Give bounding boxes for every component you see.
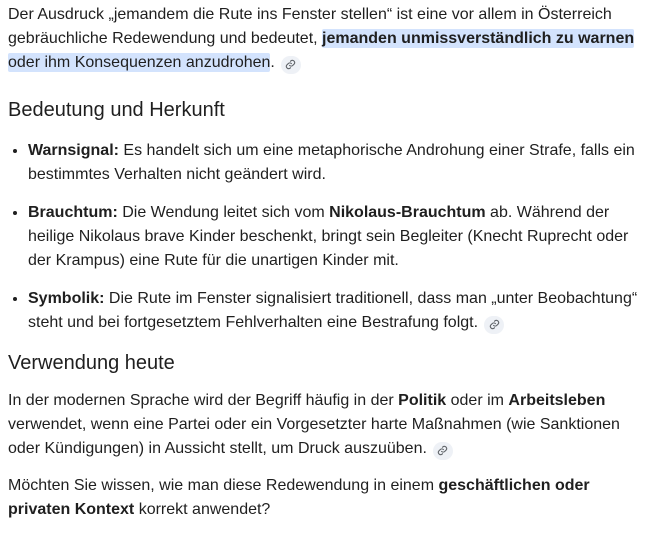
item-label: Warnsignal: (28, 142, 119, 159)
intro-text-a: Der Ausdruck „jemandem die Rute ins Fenster stellen“ ist eine vor allem in Österreich gebräuchliche Redewendung und bedeutet, (8, 6, 612, 47)
link-icon (285, 59, 296, 70)
usage-paragraph: In der modernen Sprache wird der Begriff häufig in der Politik oder im Arbeitsleben verwendet, wenn eine Partei oder ein Vorgesetzter harte Maßnahmen (wie Sanktionen oder Kündigungen) in Aussicht stellt, um Druck auszuüben. (8, 389, 649, 461)
intro-highlight-a[interactable]: jemanden unmissverständlich zu warnen (322, 30, 635, 47)
item-label: Brauchtum: (28, 204, 118, 221)
source-link-button[interactable] (281, 56, 301, 74)
source-link-button[interactable] (433, 442, 453, 460)
list-item: • Warnsignal: Es handelt sich um eine metaphorische Androhung einer Strafe, falls ein bestimmtes Verhalten nicht geändert wird. (28, 138, 649, 187)
section-heading-usage: Verwendung heute (8, 352, 175, 374)
source-link-button[interactable] (484, 316, 504, 334)
link-icon (437, 445, 448, 456)
list-item: • Symbolik: Die Rute im Fenster signalisiert traditionell, dass man „unter Beobachtung“ steht und bei fortgesetztem Fehlverhalten eine Bestrafung folgt. (28, 286, 649, 335)
follow-up-question: Möchten Sie wissen, wie man diese Redewendung in einem geschäftlichen oder privaten Kontext korrekt anwendet? (8, 477, 590, 518)
list-item: • Brauchtum: Die Wendung leitet sich vom Nikolaus-Brauchtum ab. Während der heilige Nikolaus brave Kinder beschenkt, bringt sein Begleiter (Knecht Ruprecht oder der Krampus) eine Rute für die unartigen Kinder mit. (28, 200, 649, 273)
section-heading-meaning: Bedeutung und Herkunft (8, 99, 225, 121)
meaning-list (8, 138, 649, 335)
intro-highlight-b[interactable]: oder ihm Konsequenzen anzudrohen (8, 54, 271, 71)
item-label: Symbolik: (28, 290, 105, 307)
link-icon (489, 319, 500, 330)
intro-paragraph: Der Ausdruck „jemandem die Rute ins Fenster stellen“ ist eine vor allem in Österreich gebräuchliche Redewendung und bedeutet, jemanden unmissverständlich zu warnen oder ihm Konsequenzen anzudrohen. (8, 3, 649, 75)
